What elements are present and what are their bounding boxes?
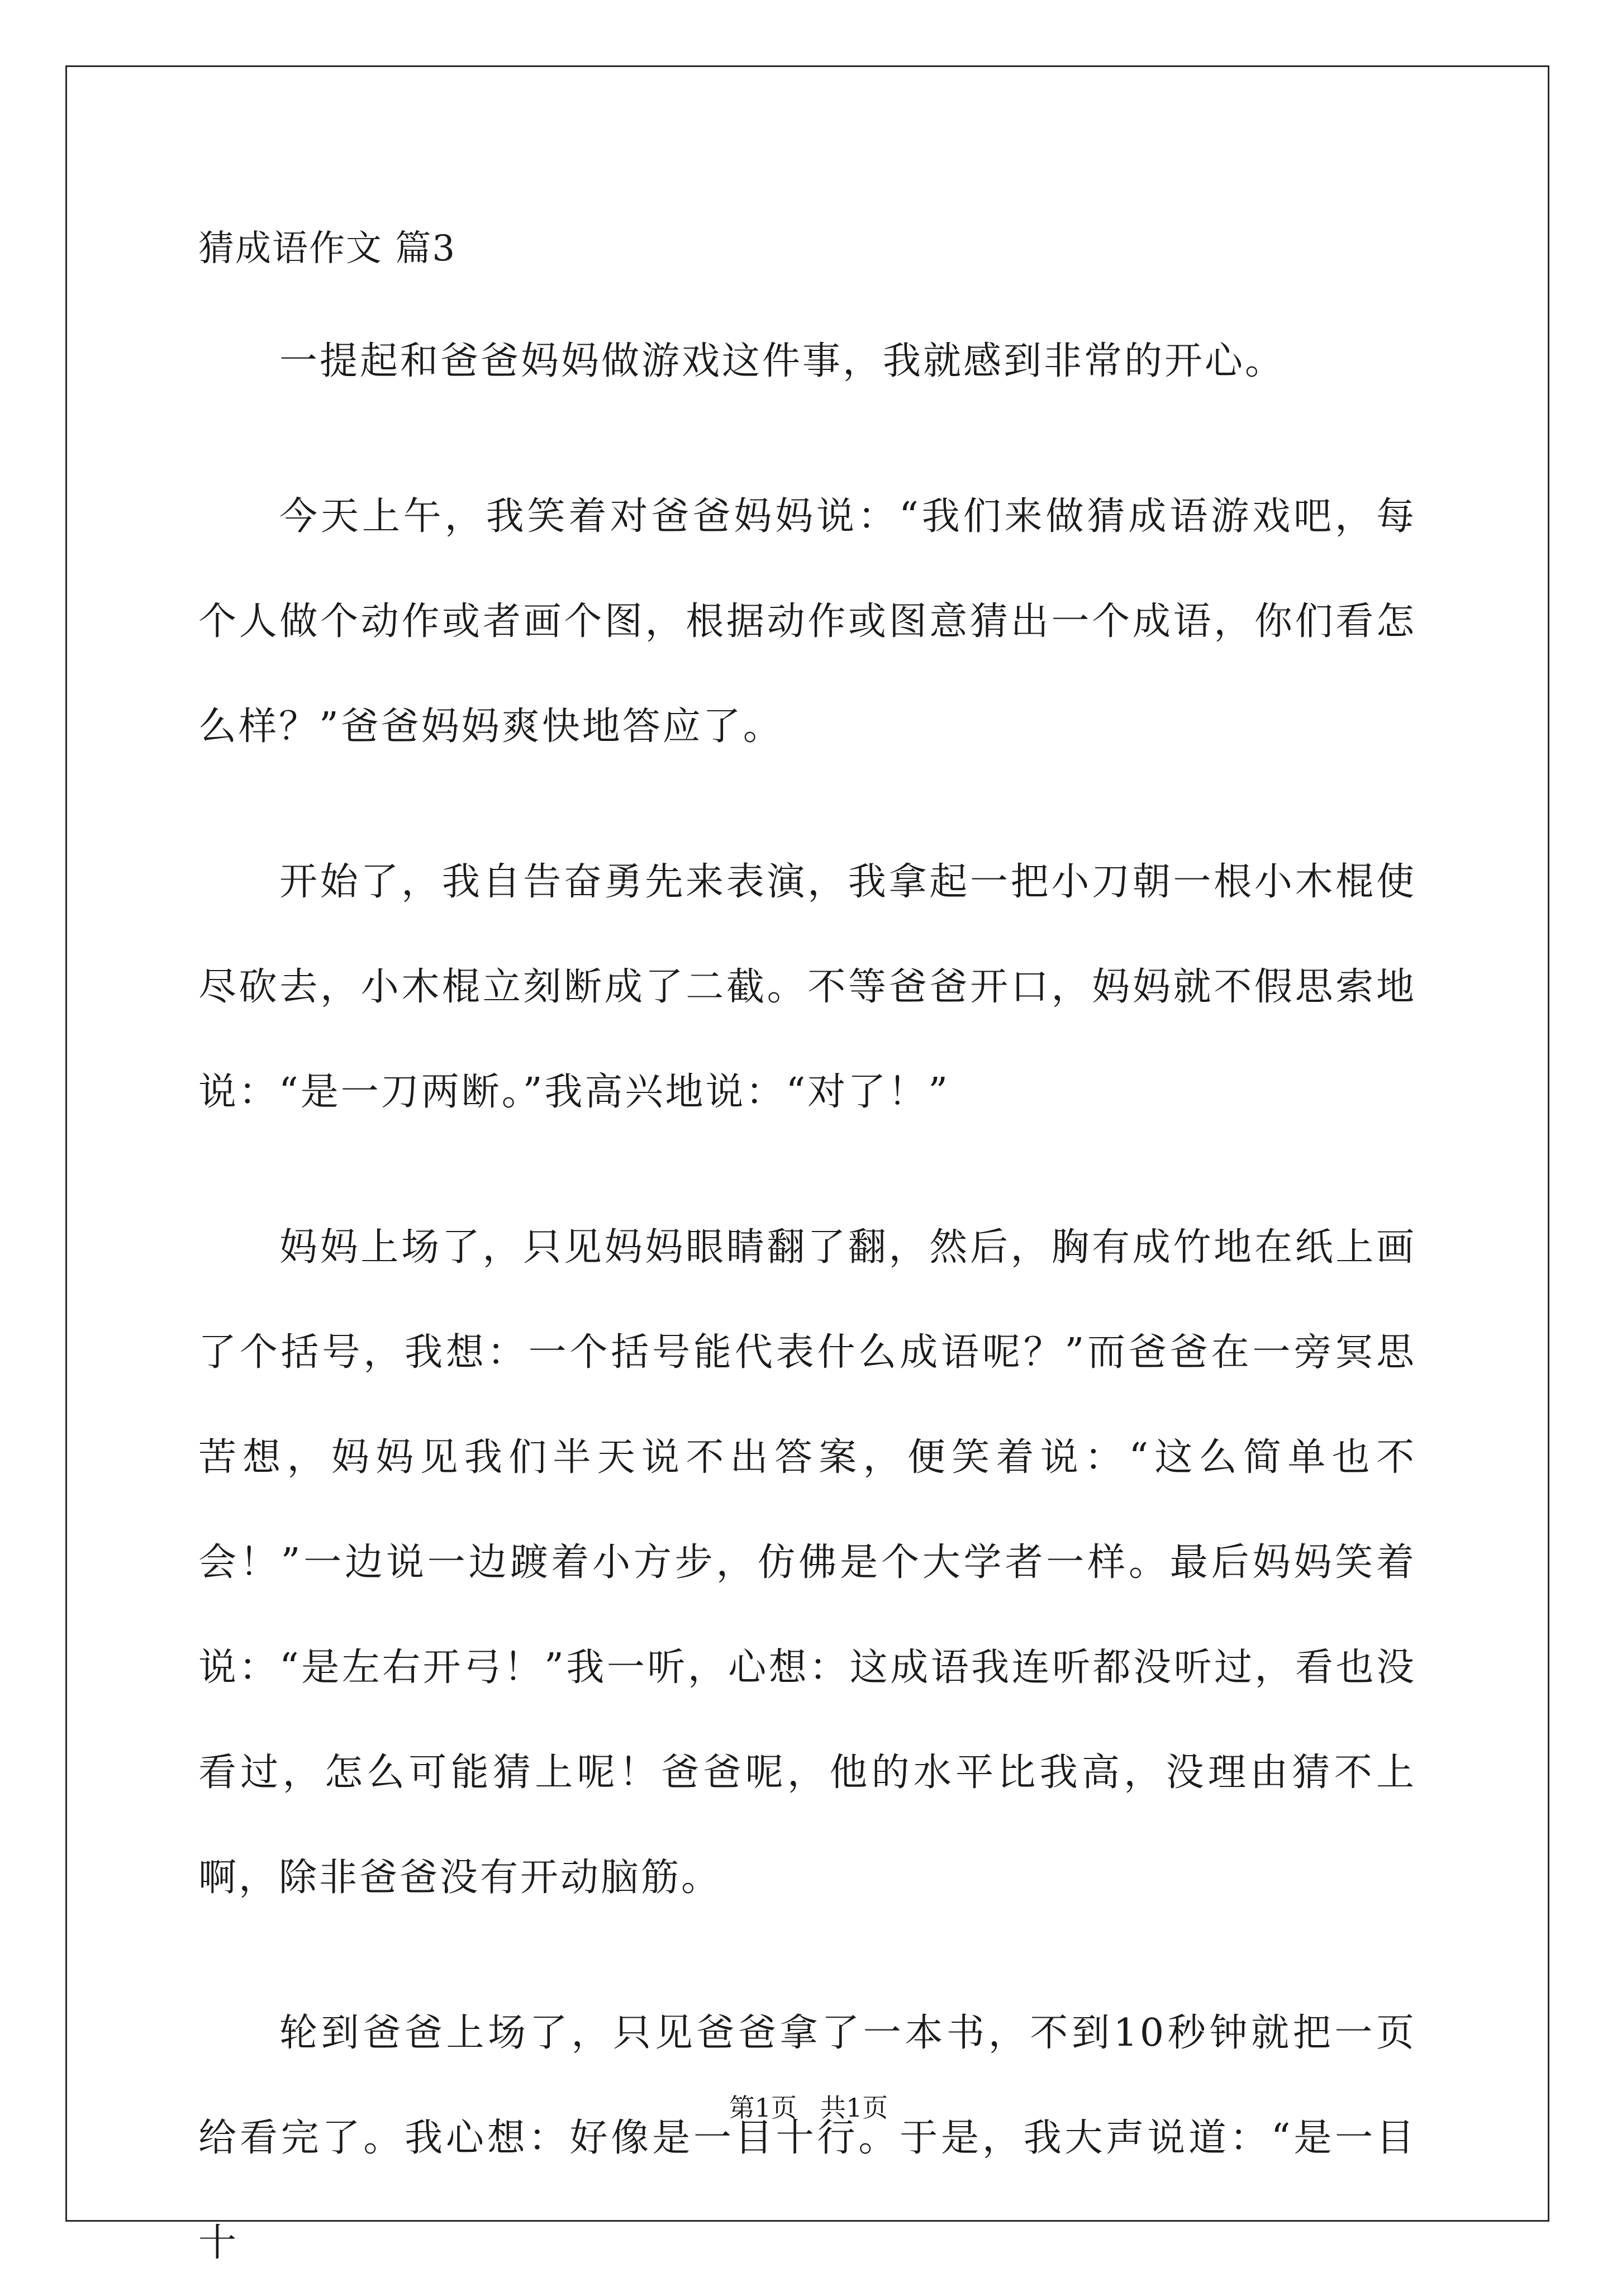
paragraph-3: 开始了，我自告奋勇先来表演，我拿起一把小刀朝一根小木棍使尽砍去，小木棍立刻断成了二截。不等爸爸开口，妈妈就不假思索地说：“是一刀两断。”我高兴地说：“对了！” — [198, 860, 1416, 1114]
paragraph-5: 轮到爸爸上场了，只见爸爸拿了一本书，不到10秒钟就把一页给看完了。我心想：好像是一目十行。于是，我大声说道：“是一目十 — [198, 2011, 1416, 2265]
paragraph-1: 一提起和爸爸妈妈做游戏这件事，我就感到非常的开心。 — [279, 339, 1286, 383]
document-body — [198, 221, 1416, 2296]
document-title: 猜成语作文 篇3 — [198, 228, 456, 269]
page-total: 共1页 — [820, 2093, 888, 2123]
page-footer — [0, 2091, 1617, 2124]
paragraph-4: 妈妈上场了，只见妈妈眼睛翻了翻，然后，胸有成竹地在纸上画了个括号，我想：一个括号能代表什么成语呢？”而爸爸在一旁冥思苦想，妈妈见我们半天说不出答案，便笑着说：“这么简单也不会！”一边说一边踱着小方步，仿佛是个大学者一样。最后妈妈笑着说：“是左右开弓！”我一听，心想：这成语我连听都没听过，看也没看过，怎么可能猜上呢！爸爸呢，他的水平比我高，没理由猜不上啊，除非爸爸没有开动脑筋。 — [198, 1225, 1416, 1900]
page-number: 第1页 — [729, 2093, 797, 2123]
paragraph-2: 今天上午，我笑着对爸爸妈妈说：“我们来做猜成语游戏吧，每个人做个动作或者画个图，根据动作或图意猜出一个成语，你们看怎么样？”爸爸妈妈爽快地答应了。 — [198, 495, 1417, 749]
